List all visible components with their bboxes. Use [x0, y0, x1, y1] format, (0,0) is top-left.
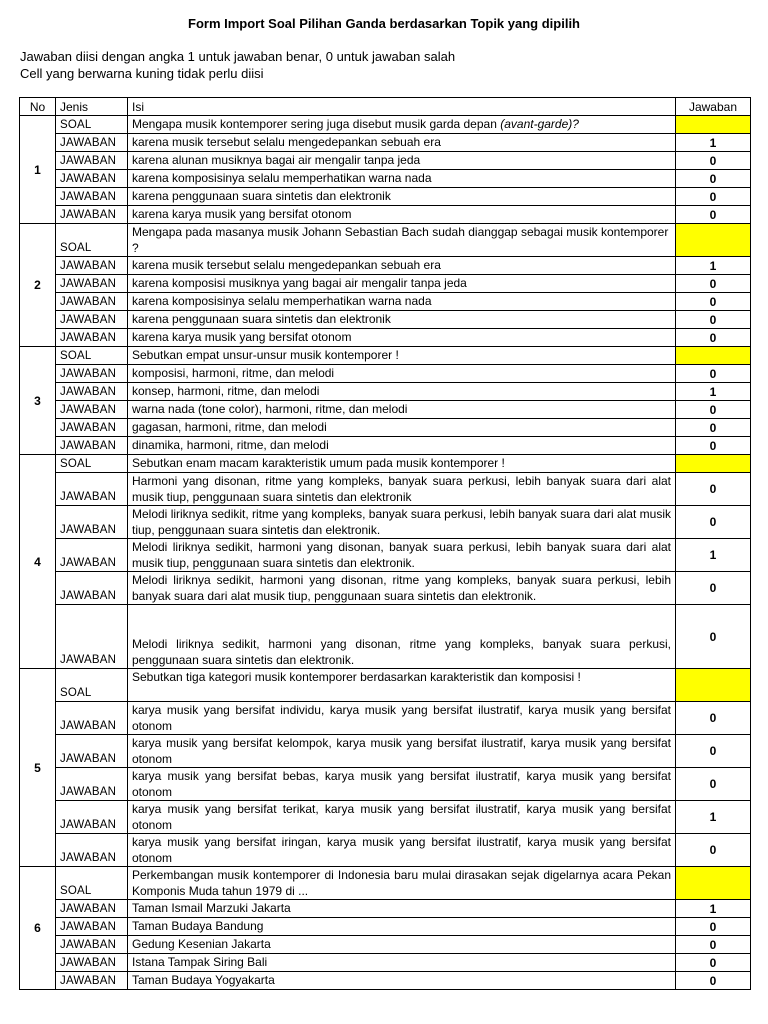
- table-row-answer: [20, 365, 751, 383]
- answer-option-text: Harmoni yang disonan, ritme yang kompleks, banyak suara perkusi, lebih banyak suara dari alat musik tiup, penggunaan suara sintetis dan elektronik: [128, 473, 676, 506]
- jenis-cell: JAWABAN: [56, 506, 128, 539]
- answer-option-text: Melodi liriknya sedikit, harmoni yang disonan, ritme yang kompleks, banyak suara perkusi, lebih banyak suara dari alat musik tiup, penggunaan suara sintetis dan elektronik.: [128, 572, 676, 605]
- table-row-answer: [20, 134, 751, 152]
- question-text-main: Mengapa musik kontemporer sering juga disebut musik garda depan: [132, 117, 501, 131]
- header-jenis: Jenis: [56, 98, 128, 116]
- answer-value-cell[interactable]: 0: [676, 170, 751, 188]
- answer-option-text: karena komposisi musiknya yang bagai air mengalir tanpa jeda: [128, 275, 676, 293]
- answer-value-cell[interactable]: 0: [676, 572, 751, 605]
- answer-value-cell[interactable]: 0: [676, 473, 751, 506]
- answer-value-cell[interactable]: 0: [676, 188, 751, 206]
- answer-value-cell[interactable]: 1: [676, 257, 751, 275]
- table-row-answer: [20, 188, 751, 206]
- jenis-cell: JAWABAN: [56, 152, 128, 170]
- table-row-answer: [20, 506, 751, 539]
- answer-option-text: karena komposisinya selalu memperhatikan warna nada: [128, 170, 676, 188]
- question-number: 6: [20, 867, 56, 990]
- table-row-question: [20, 224, 751, 257]
- question-text: [128, 455, 676, 473]
- answer-option-text: Istana Tampak Siring Bali: [128, 954, 676, 972]
- jenis-cell: JAWABAN: [56, 834, 128, 867]
- table-row-answer: [20, 801, 751, 834]
- answer-option-text: Melodi liriknya sedikit, ritme yang kompleks, banyak suara perkusi, lebih banyak suara dari alat musik tiup, penggunaan suara sintetis dan elektronik.: [128, 506, 676, 539]
- table-row-question: [20, 116, 751, 134]
- answer-value-cell[interactable]: 1: [676, 900, 751, 918]
- answer-value-cell[interactable]: 0: [676, 329, 751, 347]
- answer-option-text: karena penggunaan suara sintetis dan elektronik: [128, 311, 676, 329]
- answer-value-cell[interactable]: 0: [676, 702, 751, 735]
- answer-value-cell[interactable]: 1: [676, 383, 751, 401]
- question-text-main: Sebutkan enam macam karakteristik umum pada musik kontemporer !: [132, 456, 505, 470]
- answer-option-text: Melodi liriknya sedikit, harmoni yang disonan, ritme yang kompleks, banyak suara perkusi, penggunaan suara sintetis dan elektronik.: [128, 605, 676, 669]
- jenis-cell: JAWABAN: [56, 539, 128, 572]
- answer-value-cell[interactable]: 0: [676, 401, 751, 419]
- answer-cell-disabled: [676, 867, 751, 900]
- question-number: 3: [20, 347, 56, 455]
- jenis-cell: JAWABAN: [56, 972, 128, 990]
- answer-value-cell[interactable]: 0: [676, 275, 751, 293]
- header-no: No: [20, 98, 56, 116]
- table-row-answer: [20, 972, 751, 990]
- answer-option-text: karena alunan musiknya bagai air mengalir tanpa jeda: [128, 152, 676, 170]
- jenis-cell: SOAL: [56, 224, 128, 257]
- page-title: Form Import Soal Pilihan Ganda berdasarkan Topik yang dipilih: [188, 16, 580, 31]
- question-text-main: Sebutkan empat unsur-unsur musik kontemporer !: [132, 348, 399, 362]
- answer-cell-disabled: [676, 224, 751, 257]
- answer-value-cell[interactable]: 1: [676, 539, 751, 572]
- table-row-answer: [20, 768, 751, 801]
- table-row-answer: [20, 170, 751, 188]
- jenis-cell: JAWABAN: [56, 954, 128, 972]
- table-row-answer: [20, 383, 751, 401]
- header-isi: Isi: [128, 98, 676, 116]
- table-row-question: [20, 347, 751, 365]
- answer-cell-disabled: [676, 455, 751, 473]
- question-text: [128, 347, 676, 365]
- question-text: [128, 224, 676, 257]
- question-number: 4: [20, 455, 56, 669]
- answer-value-cell[interactable]: 0: [676, 437, 751, 455]
- table-row-answer: [20, 918, 751, 936]
- jenis-cell: JAWABAN: [56, 383, 128, 401]
- jenis-cell: JAWABAN: [56, 134, 128, 152]
- answer-option-text: karya musik yang bersifat individu, karya musik yang bersifat ilustratif, karya musik yang bersifat otonom: [128, 702, 676, 735]
- answer-value-cell[interactable]: 0: [676, 419, 751, 437]
- question-text-main: Mengapa pada masanya musik Johann Sebastian Bach sudah dianggap sebagai musik kontemporer ?: [132, 225, 669, 255]
- table-row-question: [20, 669, 751, 702]
- answer-option-text: Melodi liriknya sedikit, harmoni yang disonan, banyak suara perkusi, lebih banyak suara dari alat musik tiup, penggunaan suara sintetis dan elektronik.: [128, 539, 676, 572]
- answer-cell-disabled: [676, 347, 751, 365]
- answer-option-text: karena karya musik yang bersifat otonom: [128, 206, 676, 224]
- table-header-row: [20, 98, 751, 116]
- answer-cell-disabled: [676, 669, 751, 702]
- jenis-cell: SOAL: [56, 455, 128, 473]
- jenis-cell: JAWABAN: [56, 329, 128, 347]
- question-text-italic: (avant-garde)?: [500, 117, 579, 131]
- jenis-cell: JAWABAN: [56, 918, 128, 936]
- answer-value-cell[interactable]: 0: [676, 735, 751, 768]
- instruction-note-yellow-cells: Cell yang berwarna kuning tidak perlu diisi: [20, 66, 264, 81]
- jenis-cell: SOAL: [56, 116, 128, 134]
- jenis-cell: JAWABAN: [56, 257, 128, 275]
- answer-cell-disabled: [676, 116, 751, 134]
- answer-value-cell[interactable]: 0: [676, 768, 751, 801]
- answer-option-text: karya musik yang bersifat bebas, karya musik yang bersifat ilustratif, karya musik yang bersifat otonom: [128, 768, 676, 801]
- table-row-answer: [20, 605, 751, 669]
- answer-option-text: Gedung Kesenian Jakarta: [128, 936, 676, 954]
- question-text-main: Perkembangan musik kontemporer di Indonesia baru mulai dirasakan sejak digelarnya acara Pekan Komponis Muda tahun 1979 di ...: [132, 868, 671, 898]
- answer-value-cell[interactable]: 1: [676, 134, 751, 152]
- table-row-question: [20, 455, 751, 473]
- answer-option-text: karena karya musik yang bersifat otonom: [128, 329, 676, 347]
- jenis-cell: JAWABAN: [56, 419, 128, 437]
- answer-option-text: karena penggunaan suara sintetis dan elektronik: [128, 188, 676, 206]
- question-text-main: Sebutkan tiga kategori musik kontemporer berdasarkan karakteristik dan komposisi !: [132, 670, 581, 684]
- table-body: [20, 116, 751, 990]
- table-row-answer: [20, 206, 751, 224]
- answer-value-cell[interactable]: 0: [676, 972, 751, 990]
- answer-option-text: Taman Ismail Marzuki Jakarta: [128, 900, 676, 918]
- answer-option-text: karena musik tersebut selalu mengedepankan sebuah era: [128, 257, 676, 275]
- jenis-cell: JAWABAN: [56, 293, 128, 311]
- answer-option-text: karena komposisinya selalu memperhatikan warna nada: [128, 293, 676, 311]
- answer-value-cell[interactable]: 0: [676, 365, 751, 383]
- jenis-cell: JAWABAN: [56, 801, 128, 834]
- answer-value-cell[interactable]: 1: [676, 801, 751, 834]
- answer-option-text: warna nada (tone color), harmoni, ritme, dan melodi: [128, 401, 676, 419]
- table-row-answer: [20, 401, 751, 419]
- question-text: [128, 116, 676, 134]
- answer-value-cell[interactable]: 0: [676, 506, 751, 539]
- instruction-note-answers: Jawaban diisi dengan angka 1 untuk jawaban benar, 0 untuk jawaban salah: [20, 49, 456, 64]
- jenis-cell: SOAL: [56, 669, 128, 702]
- jenis-cell: JAWABAN: [56, 572, 128, 605]
- table-row-answer: [20, 539, 751, 572]
- answer-value-cell[interactable]: 0: [676, 954, 751, 972]
- answer-value-cell[interactable]: 0: [676, 605, 751, 669]
- jenis-cell: SOAL: [56, 347, 128, 365]
- table-row-answer: [20, 152, 751, 170]
- question-text: [128, 867, 676, 900]
- answer-value-cell[interactable]: 0: [676, 206, 751, 224]
- jenis-cell: JAWABAN: [56, 437, 128, 455]
- answer-option-text: Taman Budaya Bandung: [128, 918, 676, 936]
- table-row-answer: [20, 293, 751, 311]
- jenis-cell: JAWABAN: [56, 401, 128, 419]
- answer-value-cell[interactable]: 0: [676, 834, 751, 867]
- answer-value-cell[interactable]: 0: [676, 918, 751, 936]
- table-row-answer: [20, 702, 751, 735]
- answer-option-text: dinamika, harmoni, ritme, dan melodi: [128, 437, 676, 455]
- answer-option-text: karya musik yang bersifat iringan, karya musik yang bersifat ilustratif, karya musik yang bersifat otonom: [128, 834, 676, 867]
- question-table: [19, 97, 751, 990]
- table-row-answer: [20, 954, 751, 972]
- table-row-answer: [20, 275, 751, 293]
- jenis-cell: JAWABAN: [56, 188, 128, 206]
- answer-value-cell[interactable]: 0: [676, 311, 751, 329]
- table-row-answer: [20, 437, 751, 455]
- table-row-answer: [20, 311, 751, 329]
- answer-option-text: komposisi, harmoni, ritme, dan melodi: [128, 365, 676, 383]
- table-row-answer: [20, 834, 751, 867]
- jenis-cell: JAWABAN: [56, 605, 128, 669]
- answer-value-cell[interactable]: 0: [676, 152, 751, 170]
- table-row-answer: [20, 900, 751, 918]
- table-row-answer: [20, 473, 751, 506]
- answer-option-text: gagasan, harmoni, ritme, dan melodi: [128, 419, 676, 437]
- jenis-cell: JAWABAN: [56, 275, 128, 293]
- jenis-cell: JAWABAN: [56, 365, 128, 383]
- answer-option-text: konsep, harmoni, ritme, dan melodi: [128, 383, 676, 401]
- answer-option-text: karena musik tersebut selalu mengedepankan sebuah era: [128, 134, 676, 152]
- table-row-answer: [20, 419, 751, 437]
- table-row-answer: [20, 735, 751, 768]
- answer-option-text: Taman Budaya Yogyakarta: [128, 972, 676, 990]
- jenis-cell: JAWABAN: [56, 702, 128, 735]
- header-jawaban: Jawaban: [676, 98, 751, 116]
- jenis-cell: JAWABAN: [56, 735, 128, 768]
- jenis-cell: JAWABAN: [56, 936, 128, 954]
- jenis-cell: JAWABAN: [56, 170, 128, 188]
- table-row-answer: [20, 257, 751, 275]
- jenis-cell: SOAL: [56, 867, 128, 900]
- answer-value-cell[interactable]: 0: [676, 293, 751, 311]
- answer-option-text: karya musik yang bersifat terikat, karya musik yang bersifat ilustratif, karya musik yang bersifat otonom: [128, 801, 676, 834]
- table-row-answer: [20, 329, 751, 347]
- question-text: [128, 669, 676, 702]
- table-row-question: [20, 867, 751, 900]
- table-row-answer: [20, 936, 751, 954]
- jenis-cell: JAWABAN: [56, 473, 128, 506]
- table-row-answer: [20, 572, 751, 605]
- answer-option-text: karya musik yang bersifat kelompok, karya musik yang bersifat ilustratif, karya musik yang bersifat otonom: [128, 735, 676, 768]
- question-number: 2: [20, 224, 56, 347]
- question-number: 1: [20, 116, 56, 224]
- jenis-cell: JAWABAN: [56, 900, 128, 918]
- jenis-cell: JAWABAN: [56, 311, 128, 329]
- answer-value-cell[interactable]: 0: [676, 936, 751, 954]
- jenis-cell: JAWABAN: [56, 206, 128, 224]
- question-number: 5: [20, 669, 56, 867]
- jenis-cell: JAWABAN: [56, 768, 128, 801]
